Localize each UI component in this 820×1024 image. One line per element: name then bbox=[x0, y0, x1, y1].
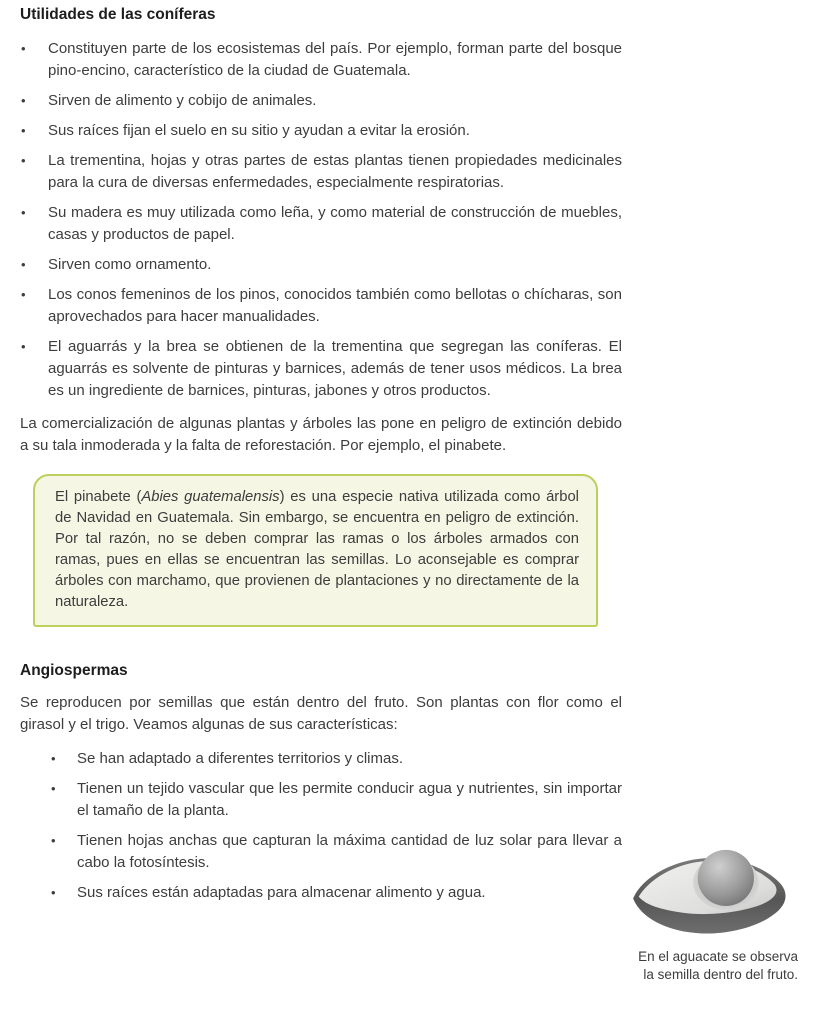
bullet-marker: • bbox=[21, 287, 26, 302]
bullet-marker: • bbox=[21, 153, 26, 168]
list-item-text: Constituyen parte de los ecosistemas del país. Por ejemplo, forman parte del bosque pino-encino, característico de la ciudad de Guatemala. bbox=[48, 40, 622, 79]
list-item-text: Su madera es muy utilizada como leña, y como material de construcción de muebles, casas y productos de papel. bbox=[48, 204, 622, 243]
list-item bbox=[20, 150, 622, 194]
list-item bbox=[20, 90, 622, 112]
list-item-text: Los conos femeninos de los pinos, conocidos también como bellotas o chícharas, son aprovechados para hacer manualidades. bbox=[48, 286, 622, 325]
list-item-text: El aguarrás y la brea se obtienen de la trementina que segregan las coníferas. El aguarrás es solvente de pinturas y barnices, además de tener usos médicos. La brea es un ingrediente de barnices, pinturas, jabones y otros productos. bbox=[48, 338, 622, 399]
list-item bbox=[20, 748, 622, 770]
figure-caption: En el aguacate se observa la semilla dentro del fruto. bbox=[638, 949, 798, 982]
list-item-text: Se han adaptado a diferentes territorios y climas. bbox=[77, 750, 404, 767]
callout-text bbox=[55, 487, 579, 613]
list-item-text: La trementina, hojas y otras partes de estas plantas tienen propiedades medicinales para la cura de diversas enfermedades, especialmente respiratorias. bbox=[48, 152, 622, 191]
avocado-image bbox=[620, 840, 798, 944]
bullet-marker: • bbox=[51, 751, 56, 766]
callout-box-pinabete bbox=[33, 474, 598, 627]
list-item bbox=[20, 38, 622, 82]
bullet-marker: • bbox=[21, 93, 26, 108]
bullet-marker: • bbox=[51, 781, 56, 796]
bullet-marker: • bbox=[21, 257, 26, 272]
main-text-column bbox=[20, 4, 622, 904]
list-item bbox=[20, 284, 622, 328]
list-item bbox=[20, 120, 622, 142]
list-item-text: Tienen hojas anchas que capturan la máxima cantidad de luz solar para llevar a cabo la fotosíntesis. bbox=[77, 832, 622, 871]
list-item bbox=[20, 336, 622, 402]
callout-text-before: El pinabete ( bbox=[55, 489, 142, 505]
avocado-figure bbox=[620, 840, 798, 983]
list-item-text: Sirven como ornamento. bbox=[48, 256, 212, 273]
bullet-marker: • bbox=[21, 205, 26, 220]
angiospermas-intro: Se reproducen por semillas que están dentro del fruto. Son plantas con flor como el girasol y el trigo. Veamos algunas de sus características: bbox=[20, 694, 622, 733]
bullet-marker: • bbox=[51, 833, 56, 848]
list-item-text: Tienen un tejido vascular que les permite conducir agua y nutrientes, sin importar el tamaño de la planta. bbox=[77, 780, 622, 819]
list-item-text: Sirven de alimento y cobijo de animales. bbox=[48, 92, 317, 109]
list-item-text: Sus raíces fijan el suelo en su sitio y ayudan a evitar la erosión. bbox=[48, 122, 470, 139]
bullet-marker: • bbox=[21, 123, 26, 138]
section-heading-coniferas: Utilidades de las coníferas bbox=[20, 6, 216, 23]
bullet-marker: • bbox=[21, 339, 26, 354]
coniferas-bullet-list bbox=[20, 38, 622, 402]
list-item bbox=[20, 830, 622, 874]
list-item bbox=[20, 254, 622, 276]
list-item bbox=[20, 202, 622, 246]
species-name-italic: Abies guatemalensis bbox=[141, 489, 280, 505]
section-heading-angiospermas: Angiospermas bbox=[20, 662, 128, 679]
list-item bbox=[20, 778, 622, 822]
list-item bbox=[20, 882, 622, 904]
bullet-marker: • bbox=[21, 41, 26, 56]
closing-paragraph: La comercialización de algunas plantas y árboles las pone en peligro de extinción debido a su tala inmoderada y la falta de reforestación. Por ejemplo, el pinabete. bbox=[20, 415, 622, 454]
list-item-text: Sus raíces están adaptadas para almacenar alimento y agua. bbox=[77, 884, 486, 901]
angiospermas-bullet-list bbox=[20, 748, 622, 904]
bullet-marker: • bbox=[51, 885, 56, 900]
callout-text-after: ) es una especie nativa utilizada como árbol de Navidad en Guatemala. Sin embargo, se encuentra en peligro de extinción. Por tal razón, no se deben comprar las ramas o los árboles armados con ramas, pues en ellas se encuentran las semillas. Lo aconsejable es comprar árboles con marchamo, que provienen de plantaciones y no directamente de la naturaleza. bbox=[55, 489, 579, 610]
